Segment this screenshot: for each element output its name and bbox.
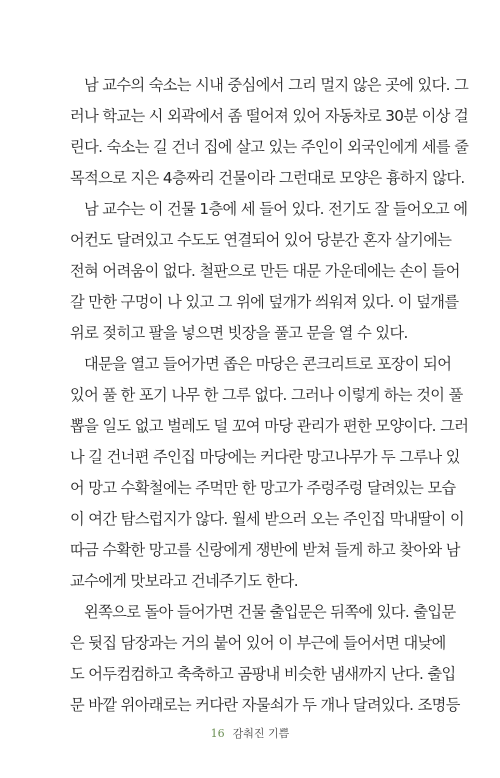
text-line: 위로 젖히고 팔을 넣으면 빗장을 풀고 문을 열 수 있다. xyxy=(70,324,408,342)
text-line: 남 교수의 숙소는 시내 중심에서 그리 멀지 않은 곳에 있다. 그 xyxy=(84,76,469,94)
text-line: 러나 학교는 시 외곽에서 좀 떨어져 있어 자동차로 30분 이상 걸 xyxy=(70,107,469,125)
text-line: 대문을 열고 들어가면 좁은 마당은 콘크리트로 포장이 되어 xyxy=(84,355,452,373)
text-line: 도 어두컴컴하고 축축하고 곰팡내 비슷한 냄새까지 난다. 출입 xyxy=(70,665,456,683)
text-line: 어컨도 달려있고 수도도 연결되어 있어 당분간 혼자 살기에는 xyxy=(70,231,452,249)
page-footer xyxy=(0,724,500,744)
text-line: 이 여간 탐스럽지가 않다. 월세 받으러 오는 주인집 막내딸이 이 xyxy=(70,510,465,528)
text-line: 왼쪽으로 돌아 들어가면 건물 출입문은 뒤쪽에 있다. 출입문 xyxy=(84,603,456,621)
text-line: 문 바깥 위아래로는 커다란 자물쇠가 두 개나 달려있다. 조명등 xyxy=(70,696,460,714)
text-line: 목적으로 지은 4층짜리 건물이라 그런대로 모양은 흉하지 않다. xyxy=(70,169,465,187)
text-line: 남 교수는 이 건물 1층에 세 들어 있다. 전기도 잘 들어오고 에 xyxy=(84,200,468,218)
text-line: 전혀 어려움이 없다. 철판으로 만든 대문 가운데에는 손이 들어 xyxy=(70,262,460,280)
text-line: 나 길 건너편 주인집 마당에는 커다란 망고나무가 두 그루나 있 xyxy=(70,448,460,466)
text-line: 따금 수확한 망고를 신랑에게 쟁반에 받쳐 들게 하고 찾아와 남 xyxy=(70,541,460,559)
text-line: 교수에게 맛보라고 건네주기도 한다. xyxy=(70,572,298,590)
text-line: 있어 풀 한 포기 나무 한 그루 없다. 그러나 이렇게 하는 것이 풀 xyxy=(70,386,463,404)
page-number: 16 xyxy=(210,727,225,740)
text-line: 뽑을 일도 없고 벌레도 덜 꼬여 마당 관리가 편한 모양이다. 그러 xyxy=(70,417,469,435)
running-title: 감춰진 기쁨 xyxy=(232,727,290,740)
text-line: 은 뒷집 담장과는 거의 붙어 있어 이 부근에 들어서면 대낮에 xyxy=(70,634,446,652)
text-line: 어 망고 수확철에는 주먹만 한 망고가 주렁주렁 달려있는 모습 xyxy=(70,479,456,497)
text-line: 갈 만한 구멍이 나 있고 그 위에 덮개가 씌워져 있다. 이 덮개를 xyxy=(70,293,459,311)
text-line: 린다. 숙소는 길 건너 집에 살고 있는 주인이 외국인에게 세를 줄 xyxy=(70,138,469,156)
